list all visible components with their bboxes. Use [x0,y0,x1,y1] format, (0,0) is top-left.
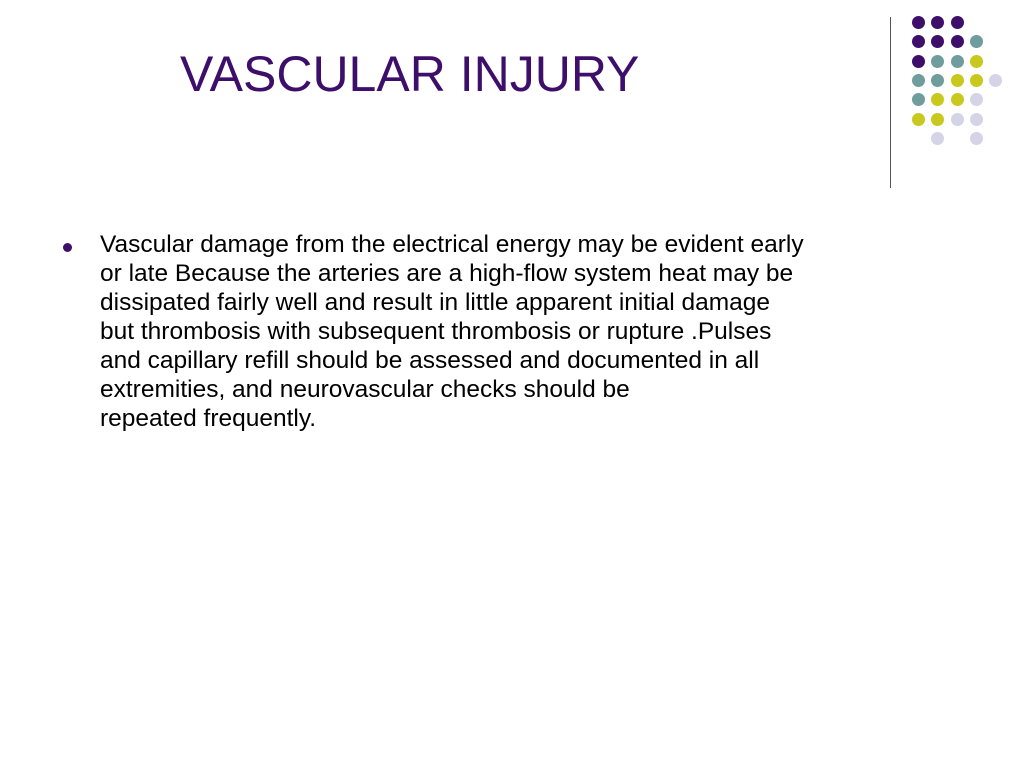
decorative-dot-icon [931,132,944,145]
decorative-dot-icon [989,74,1002,87]
bullet-list [58,230,978,433]
decorative-dot-icon [931,55,944,68]
decorative-dot-icon [931,93,944,106]
decorative-dot-icon [951,113,964,126]
bullet-text: Vascular damage from the electrical energy may be evident early or late Because the arteries are a high-flow system heat may be dissipated fairly well and result in little apparent initial damage but thrombosis with subsequent thrombosis or rupture .Pulses and capillary refill should be assessed and documented in all extremities, and neurovascular checks should be repeated frequently. [100,231,804,432]
decorative-dot-icon [970,35,983,48]
decorative-dot-icon [912,113,925,126]
dot-grid-decoration [0,0,1024,200]
decorative-dot-icon [970,55,983,68]
bullet-item [58,230,978,433]
vertical-divider [890,17,891,188]
decorative-dot-icon [912,74,925,87]
decorative-dot-icon [931,35,944,48]
decorative-dot-icon [951,55,964,68]
decorative-dot-icon [970,93,983,106]
bullet-dot-icon [63,243,72,252]
decorative-dot-icon [951,35,964,48]
decorative-dot-icon [970,132,983,145]
decorative-dot-icon [912,16,925,29]
decorative-dot-icon [931,16,944,29]
decorative-dot-icon [912,35,925,48]
decorative-dot-icon [951,16,964,29]
decorative-dot-icon [931,74,944,87]
decorative-dot-icon [970,113,983,126]
decorative-dot-icon [912,55,925,68]
decorative-dot-icon [970,74,983,87]
decorative-dot-icon [931,113,944,126]
decorative-dot-icon [951,93,964,106]
slide-title: VASCULAR INJURY [180,46,640,102]
decorative-dot-icon [951,74,964,87]
decorative-dot-icon [912,93,925,106]
